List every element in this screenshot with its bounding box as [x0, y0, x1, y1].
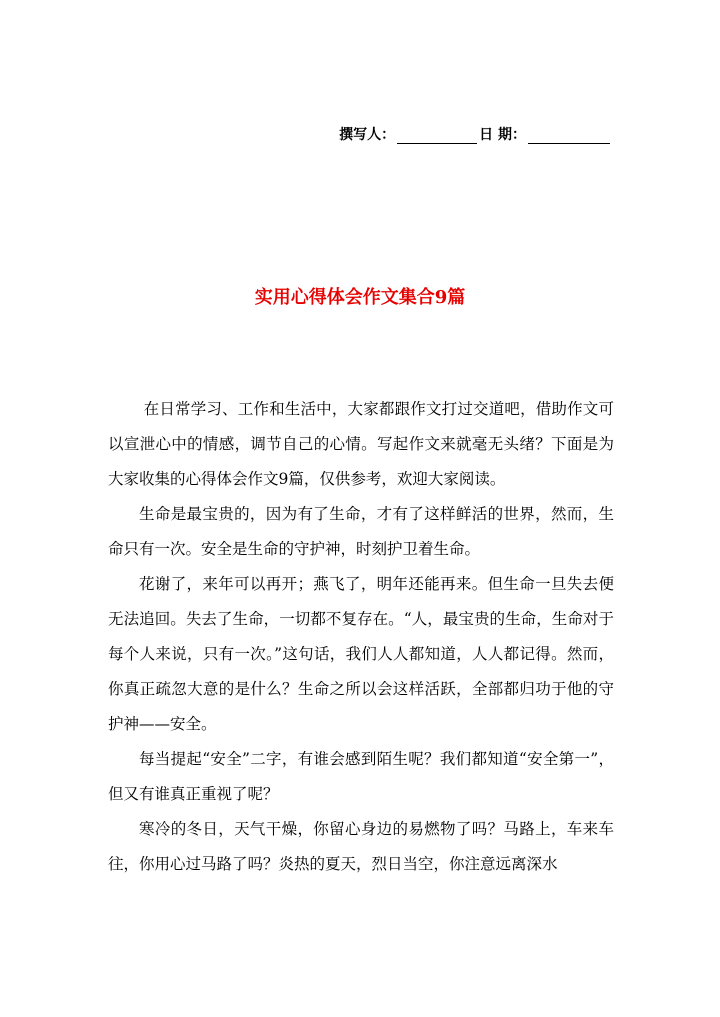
date-blank: [528, 129, 610, 144]
paragraph: 花谢了，来年可以再开；燕飞了，明年还能再来。但生命一旦失去便无法追回。失去了生命，一切都不复存在。“人，最宝贵的生命，生命对于每个人来说，只有一次。”这句话，我们人人都知道，人人都记得。然而，你真正疏忽大意的是什么？生命之所以会这样活跃，全部都归功于他的守护神——安全。: [108, 575, 614, 733]
paragraph: 寒冷的冬日，天气干燥，你留心身边的易燃物了吗？马路上，车来车往，你用心过马路了吗？炎热的夏天，烈日当空，你注意远离深水: [108, 820, 614, 873]
paragraph: 在日常学习、工作和生活中，大家都跟作文打过交道吧，借助作文可以宣泄心中的情感，调节自己的心情。写起作文来就毫无头绪？下面是为大家收集的心得体会作文9篇，仅供参考，欢迎大家阅读。: [108, 400, 614, 488]
author-label: 撰写人：: [339, 127, 396, 143]
author-blank: [397, 129, 477, 144]
paragraph: 每当提起“安全”二字，有谁会感到陌生呢？我们都知道“安全第一”，但又有谁真正重视了呢？: [108, 750, 614, 803]
document-title: 实用心得体会作文集合9篇: [254, 287, 466, 308]
paragraph: 生命是最宝贵的，因为有了生命，才有了这样鲜活的世界，然而，生命只有一次。安全是生命的守护神，时刻护卫着生命。: [108, 505, 614, 558]
date-label: 日 期：: [479, 127, 526, 143]
document-body: [108, 392, 614, 882]
header-signature-line: [339, 124, 612, 144]
